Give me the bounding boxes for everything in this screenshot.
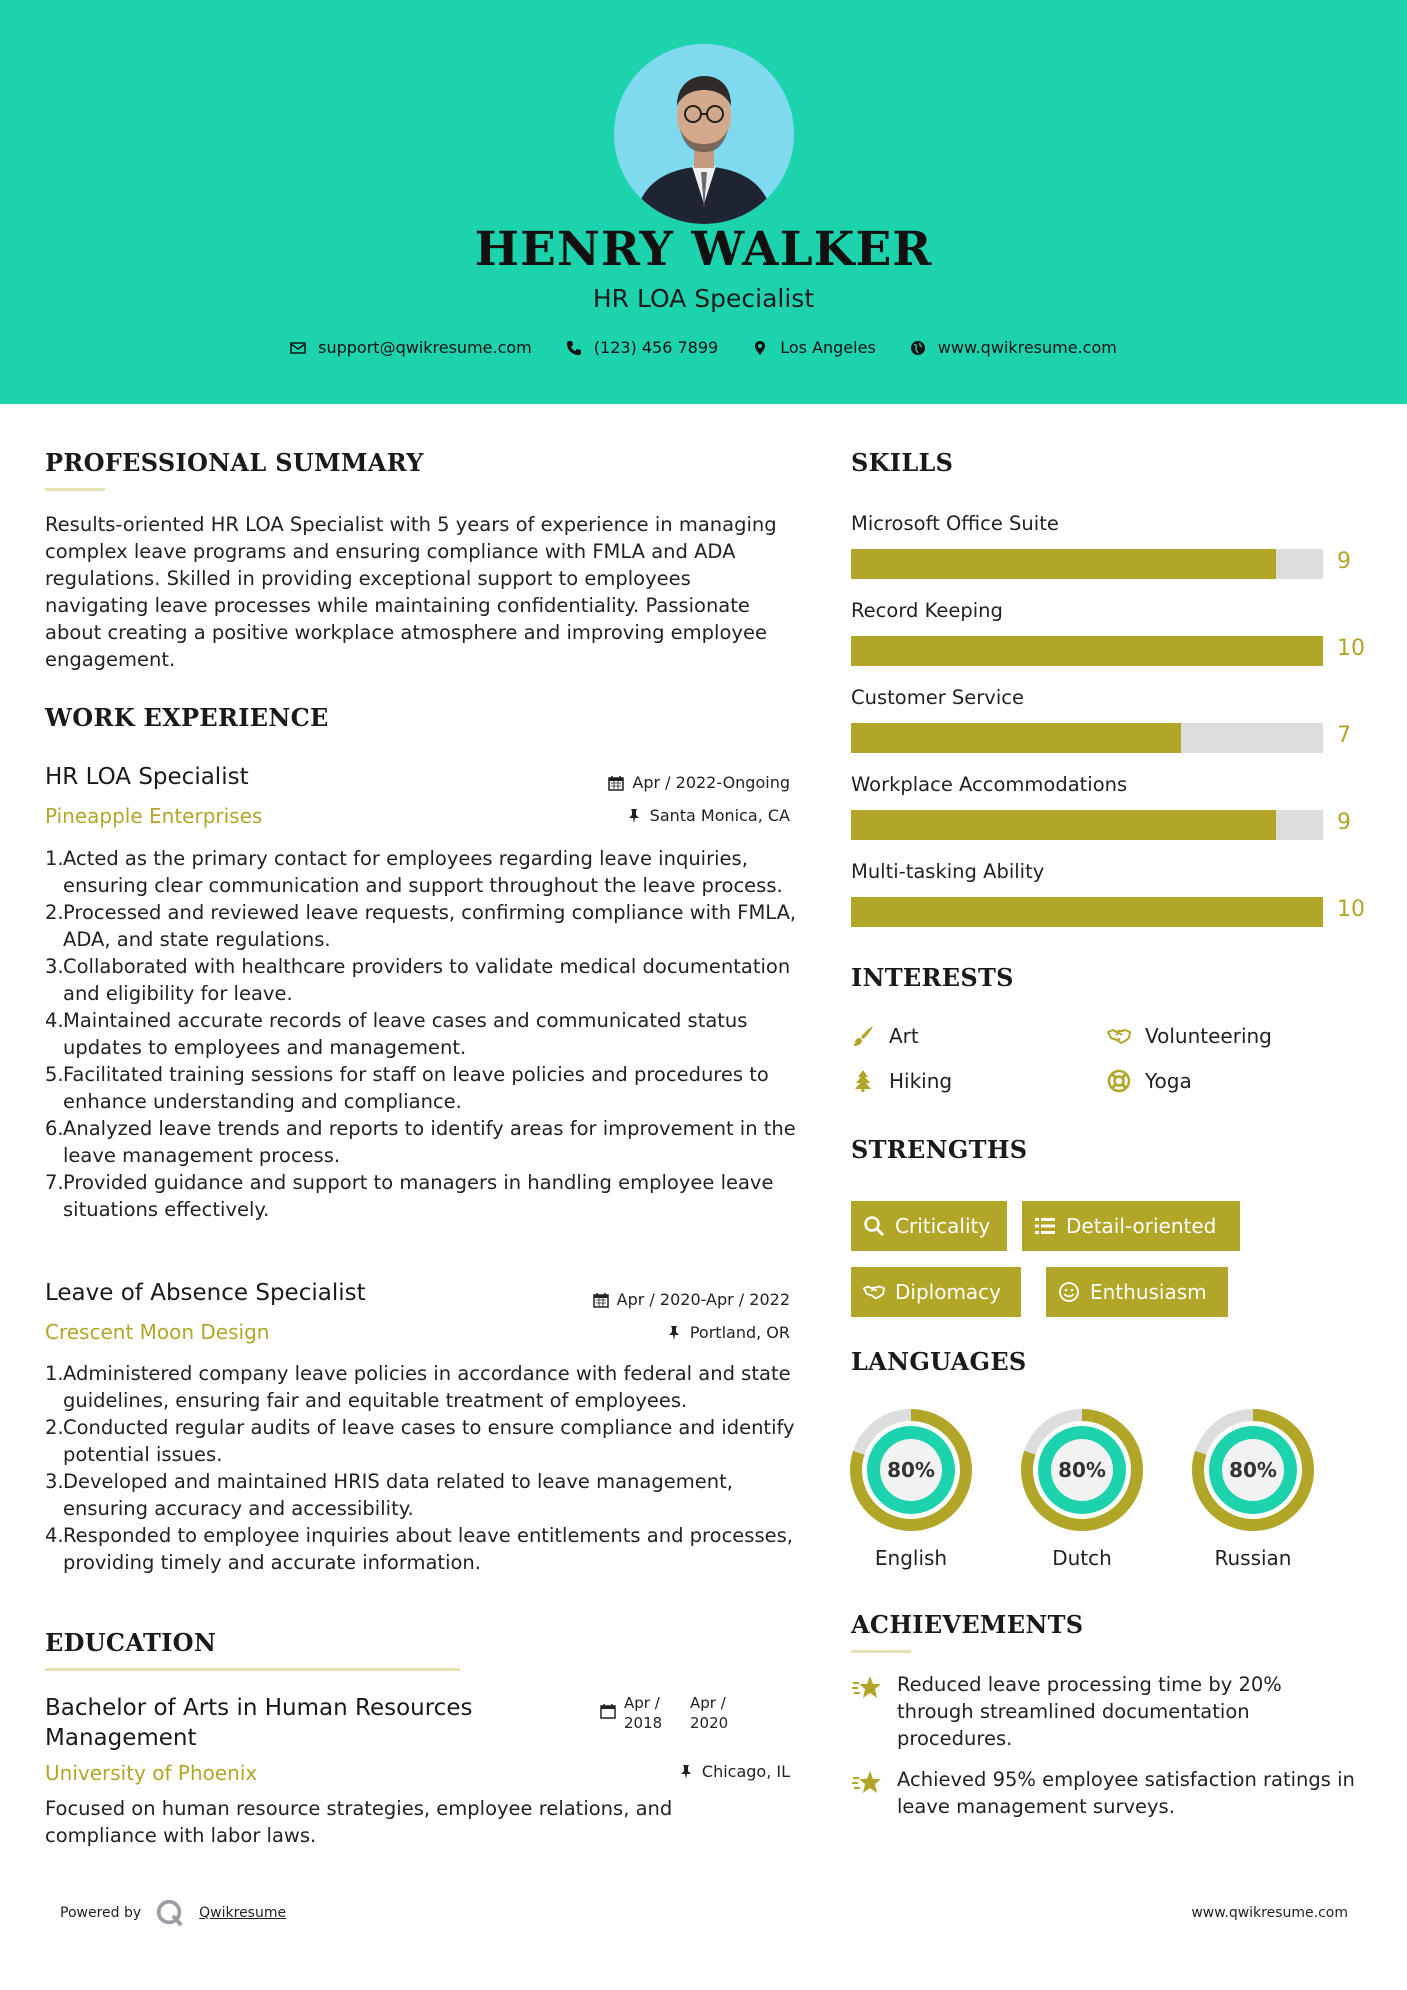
- achievements-title: ACHIEVEMENTS: [851, 1610, 1084, 1639]
- map-pin-icon: [752, 340, 768, 356]
- skill-label: Multi-tasking Ability: [851, 860, 1045, 883]
- job-location: [540, 1323, 790, 1342]
- skill-bar-track: [851, 636, 1323, 666]
- language-ring: [1191, 1408, 1315, 1532]
- skill-bar-fill: [851, 636, 1323, 666]
- contact-email[interactable]: [290, 338, 532, 357]
- skill-score: 9: [1337, 810, 1351, 835]
- interest-label: Art: [889, 1024, 919, 1048]
- achievement-item: [851, 1671, 1361, 1752]
- smile-icon: [1058, 1281, 1080, 1303]
- job-location: [540, 806, 790, 825]
- list-icon: [1034, 1215, 1056, 1237]
- job-date-text: Apr / 2022-Ongoing: [632, 773, 790, 792]
- bullet-text: Provided guidance and support to managers in handling employee leave situations effectively.: [63, 1171, 774, 1221]
- footer-powered-by: [60, 1898, 286, 1928]
- interest-item: [1107, 1069, 1192, 1093]
- contact-website[interactable]: [910, 338, 1117, 357]
- location-text: Los Angeles: [780, 338, 876, 357]
- powered-by-text: Powered by: [60, 1905, 142, 1921]
- strength-label: Criticality: [895, 1214, 991, 1238]
- contact-bar: [0, 338, 1407, 357]
- skills-title: SKILLS: [851, 448, 954, 477]
- language-name: Dutch: [1052, 1546, 1112, 1570]
- education-title: EDUCATION: [45, 1628, 217, 1657]
- education-start-date: Apr / 2018: [624, 1694, 663, 1732]
- bullet-item: [45, 953, 800, 1007]
- education-description: Focused on human resource strategies, employee relations, and compliance with labor laws.: [45, 1797, 673, 1847]
- company-name: Crescent Moon Design: [45, 1320, 270, 1344]
- language-item: [1020, 1408, 1144, 1570]
- contact-phone[interactable]: [566, 338, 718, 357]
- bullet-text: Facilitated training sessions for staff on leave policies and procedures to enhance understanding and compliance.: [63, 1063, 769, 1113]
- summary-title: PROFESSIONAL SUMMARY: [45, 448, 424, 477]
- handshake-icon: [863, 1281, 885, 1303]
- skill-score: 10: [1337, 897, 1365, 922]
- bullet-text: Collaborated with healthcare providers to validate medical documentation and eligibility for leave.: [63, 955, 791, 1005]
- school-name: University of Phoenix: [45, 1761, 258, 1785]
- achievement-item: [851, 1766, 1361, 1820]
- bullet-text: Responded to employee inquiries about leave entitlements and processes, providing timely and accurate information.: [63, 1524, 793, 1574]
- candidate-role: HR LOA Specialist: [592, 284, 815, 313]
- bullet-number: 6.: [45, 1117, 64, 1140]
- bullet-item: [45, 1061, 800, 1115]
- company-name: Pineapple Enterprises: [45, 804, 263, 828]
- resume-header: [0, 0, 1407, 404]
- skill-bar-fill: [851, 549, 1276, 579]
- bullet-text: Maintained accurate records of leave cases and communicated status updates to employees and management.: [63, 1009, 748, 1059]
- calendar-icon: [600, 1703, 616, 1719]
- skill-label: Customer Service: [851, 686, 1024, 709]
- bullet-text: Conducted regular audits of leave cases to ensure compliance and identify potential issues.: [63, 1416, 795, 1466]
- bullet-number: 2.: [45, 901, 64, 924]
- language-name: Russian: [1214, 1546, 1292, 1570]
- job-title: HR LOA Specialist: [45, 764, 249, 790]
- envelope-icon: [290, 340, 306, 356]
- email-text: support@qwikresume.com: [318, 338, 532, 357]
- interest-label: Hiking: [889, 1069, 953, 1093]
- star-icon: [851, 1671, 883, 1703]
- job-bullets: [45, 1360, 800, 1576]
- bullet-item: [45, 1115, 800, 1169]
- interest-item: [851, 1024, 919, 1048]
- globe-icon: [910, 340, 926, 356]
- language-ring: [1020, 1408, 1144, 1532]
- summary-text: Results-oriented HR LOA Specialist with 5 years of experience in managing complex leave programs and ensuring compliance with FMLA and ADA regulations. Skilled in providing exceptional support to employees navigating leave processes while maintaining confidentiality. Passionate about creating a positive workplace atmosphere and improving employee engagement.: [45, 513, 777, 671]
- education-underline: [45, 1668, 460, 1671]
- bullet-number: 7.: [45, 1171, 64, 1194]
- education-end-date: Apr / 2020: [690, 1694, 729, 1732]
- interest-item: [1107, 1024, 1272, 1048]
- bullet-item: [45, 845, 800, 899]
- bullet-number: 4.: [45, 1009, 64, 1032]
- bullet-text: Processed and reviewed leave requests, confirming compliance with FMLA, ADA, and state regulations.: [63, 901, 797, 951]
- phone-text: (123) 456 7899: [593, 338, 719, 357]
- skill-label: Microsoft Office Suite: [851, 512, 1059, 535]
- achievement-text: Achieved 95% employee satisfaction ratings in leave management surveys.: [897, 1768, 1355, 1818]
- job-location-text: Portland, OR: [689, 1323, 790, 1342]
- pushpin-icon: [678, 1764, 694, 1780]
- tree-icon: [851, 1069, 875, 1093]
- strength-label: Diplomacy: [895, 1280, 1002, 1304]
- calendar-icon: [593, 1292, 609, 1308]
- bullet-text: Developed and maintained HRIS data related to leave management, ensuring accuracy and accessibility.: [63, 1470, 733, 1520]
- bullet-item: [45, 1414, 800, 1468]
- job-date: [540, 773, 790, 792]
- bullet-item: [45, 1360, 800, 1414]
- job-location-text: Santa Monica, CA: [649, 806, 790, 825]
- skill-score: 7: [1337, 723, 1351, 748]
- bullet-item: [45, 1522, 800, 1576]
- summary-underline: [45, 488, 105, 491]
- education-location: [540, 1762, 790, 1781]
- achievement-text: Reduced leave processing time by 20% through streamlined documentation procedures.: [897, 1673, 1282, 1750]
- interests-title: INTERESTS: [851, 963, 1014, 992]
- strength-label: Enthusiasm: [1090, 1280, 1207, 1304]
- language-item: [1191, 1408, 1315, 1570]
- skill-bar-track: [851, 549, 1323, 579]
- bullet-number: 1.: [45, 847, 64, 870]
- profile-photo: [614, 44, 794, 224]
- job-bullets: [45, 845, 800, 1223]
- footer-website[interactable]: www.qwikresume.com: [1191, 1905, 1348, 1921]
- bullet-number: 4.: [45, 1524, 64, 1547]
- calendar-icon: [608, 775, 624, 791]
- pushpin-icon: [666, 1325, 682, 1341]
- experience-title: WORK EXPERIENCE: [45, 703, 329, 732]
- bullet-number: 2.: [45, 1416, 64, 1439]
- language-percent: 80%: [1058, 1458, 1106, 1482]
- bullet-item: [45, 1468, 800, 1522]
- job-date: [540, 1290, 790, 1309]
- language-percent: 80%: [1229, 1458, 1277, 1482]
- education-date: [600, 1693, 780, 1733]
- handshake-icon: [1107, 1024, 1131, 1048]
- degree-title: Bachelor of Arts in Human Resources Management: [45, 1695, 473, 1751]
- skill-label: Record Keeping: [851, 599, 1003, 622]
- bullet-number: 3.: [45, 955, 64, 978]
- phone-icon: [566, 340, 582, 356]
- achievements-underline: [851, 1650, 911, 1653]
- bullet-number: 3.: [45, 1470, 64, 1493]
- strength-tag: [1046, 1267, 1228, 1317]
- job-date-text: Apr / 2020-Apr / 2022: [616, 1290, 790, 1309]
- skill-label: Workplace Accommodations: [851, 773, 1128, 796]
- bullet-text: Administered company leave policies in accordance with federal and state guidelines, ensuring fair and equitable treatment of employees.: [63, 1362, 791, 1412]
- contact-location: [752, 338, 876, 357]
- website-text: www.qwikresume.com: [937, 338, 1117, 357]
- job-title: Leave of Absence Specialist: [45, 1280, 366, 1306]
- bullet-item: [45, 1169, 800, 1223]
- interest-label: Volunteering: [1145, 1024, 1272, 1048]
- interest-label: Yoga: [1145, 1069, 1192, 1093]
- skill-bar-fill: [851, 723, 1181, 753]
- language-percent: 80%: [887, 1458, 935, 1482]
- skill-score: 10: [1337, 636, 1365, 661]
- bullet-text: Acted as the primary contact for employees regarding leave inquiries, ensuring clear communication and support throughout the leave process.: [63, 847, 783, 897]
- languages-title: LANGUAGES: [851, 1347, 1027, 1376]
- strength-tag: [1022, 1201, 1240, 1251]
- strength-tag: [851, 1201, 1007, 1251]
- strength-label: Detail-oriented: [1066, 1214, 1217, 1238]
- skill-bar-track: [851, 897, 1323, 927]
- brand-link[interactable]: Qwikresume: [199, 1905, 287, 1921]
- skill-score: 9: [1337, 549, 1351, 574]
- skill-bar-fill: [851, 897, 1323, 927]
- strengths-title: STRENGTHS: [851, 1135, 1028, 1164]
- bullet-item: [45, 899, 800, 953]
- bullet-number: 5.: [45, 1063, 64, 1086]
- pushpin-icon: [626, 808, 642, 824]
- language-ring: [849, 1408, 973, 1532]
- bullet-text: Analyzed leave trends and reports to identify areas for improvement in the leave management process.: [63, 1117, 796, 1167]
- skill-bar-track: [851, 810, 1323, 840]
- search-icon: [863, 1215, 885, 1237]
- interest-item: [851, 1069, 952, 1093]
- strength-tag: [851, 1267, 1021, 1317]
- education-location-text: Chicago, IL: [701, 1762, 790, 1781]
- person-portrait-icon: [614, 44, 794, 224]
- candidate-name: HENRY WALKER: [474, 222, 933, 277]
- lifebuoy-icon: [1107, 1069, 1131, 1093]
- star-icon: [851, 1766, 883, 1798]
- qwikresume-logo-icon: [155, 1898, 185, 1928]
- language-item: [849, 1408, 973, 1570]
- bullet-number: 1.: [45, 1362, 64, 1385]
- bullet-item: [45, 1007, 800, 1061]
- skill-bar-track: [851, 723, 1323, 753]
- language-name: English: [874, 1546, 948, 1570]
- skill-bar-fill: [851, 810, 1276, 840]
- paintbrush-icon: [851, 1024, 875, 1048]
